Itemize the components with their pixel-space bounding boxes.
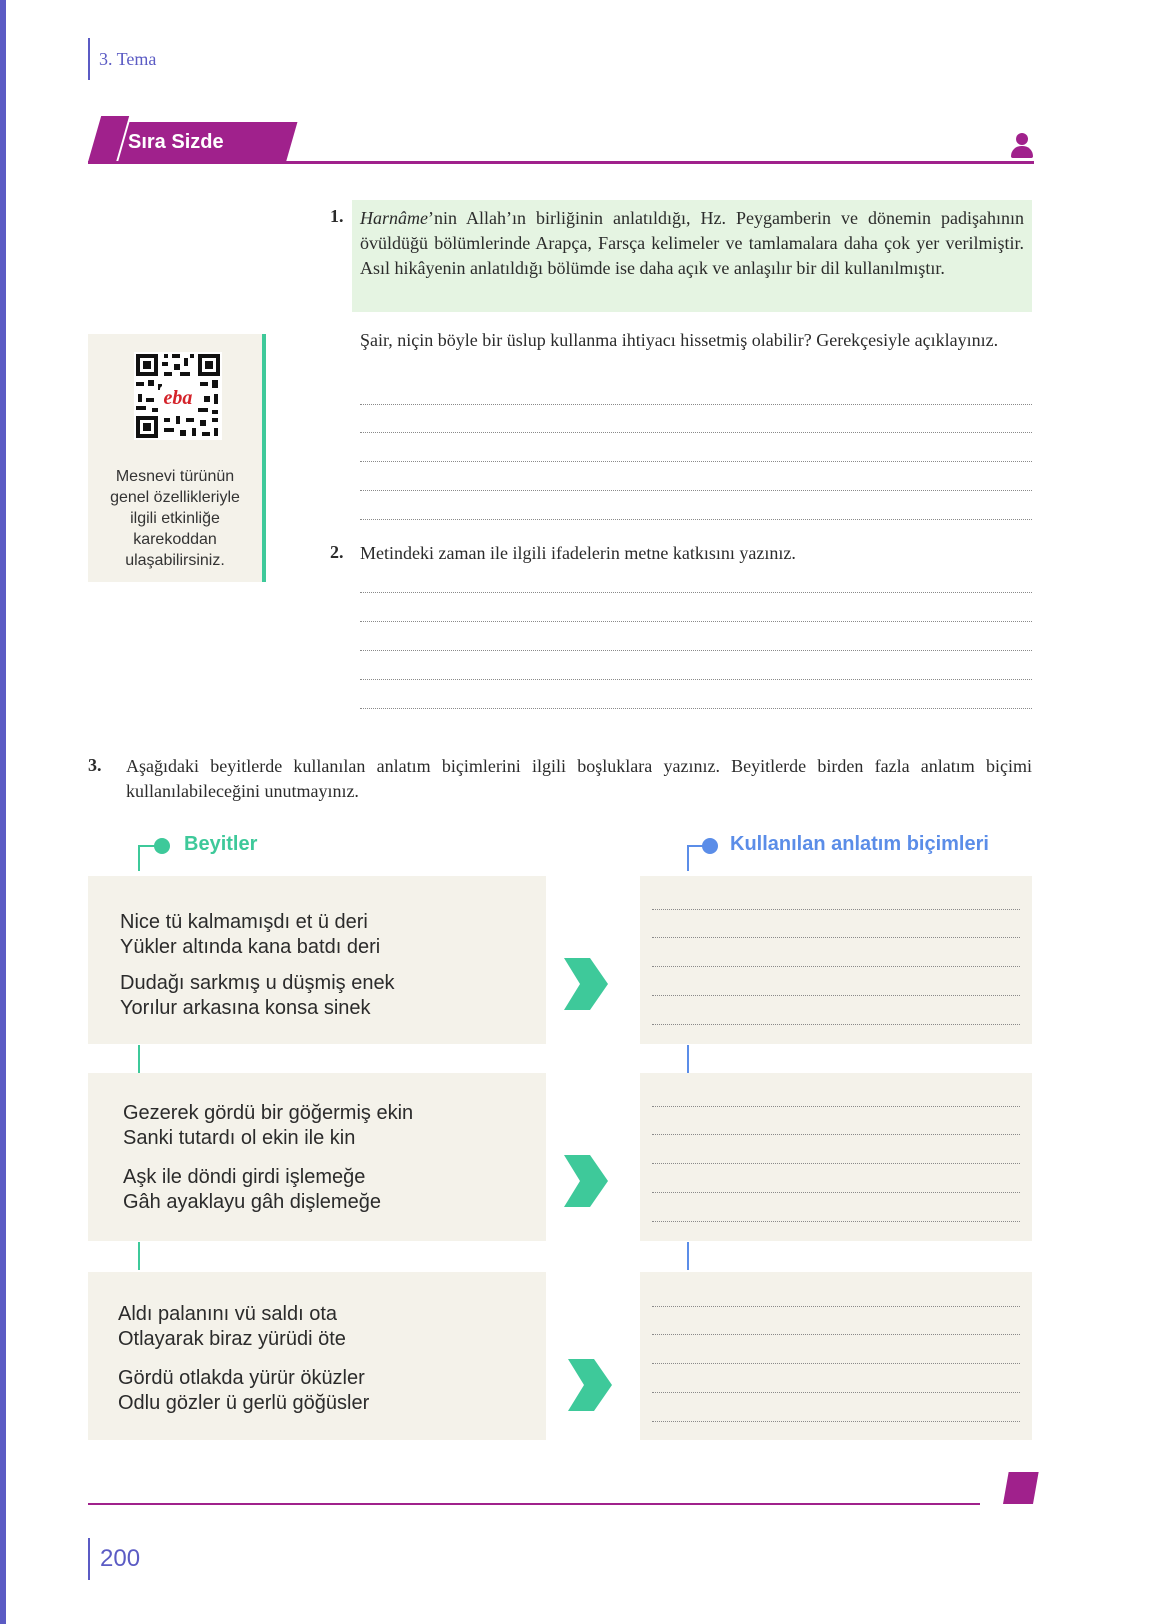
verse-block: [88, 1272, 546, 1440]
section-title: Sıra Sizde: [128, 131, 224, 153]
page-number-rule: [88, 1538, 90, 1580]
verse-line: Odlu gözler ü gerlü göğüsler: [118, 1392, 370, 1414]
banner-line: [88, 161, 1034, 164]
chevron-right-icon: [568, 1359, 612, 1411]
answer-line[interactable]: [652, 1306, 1020, 1307]
answer-line[interactable]: [360, 461, 1032, 462]
qr-box: [88, 334, 266, 582]
answers-dot-icon: [702, 838, 718, 854]
answer-line[interactable]: [652, 1392, 1020, 1393]
question-number: 3.: [88, 755, 102, 775]
question-number: 2.: [330, 542, 344, 562]
question-3-prompt: Aşağıdaki beyitlerde kullanılan anlatım biçimlerini ilgili boşluklara yazınız. Beyitlerde birden fazla anlatım biçimi kullanılabileceğini unutmayınız.: [126, 756, 1032, 801]
qr-code-icon[interactable]: [134, 352, 222, 440]
answer-line[interactable]: [652, 1106, 1020, 1107]
verse-block: [88, 1073, 546, 1241]
answer-line[interactable]: [360, 708, 1032, 709]
question-2-prompt: Metindeki zaman ile ilgili ifadelerin metne katkısını yazınız.: [360, 543, 796, 563]
answer-line[interactable]: [360, 621, 1032, 622]
answer-line[interactable]: [652, 909, 1020, 910]
answer-line[interactable]: [360, 650, 1032, 651]
answer-line[interactable]: [360, 592, 1032, 593]
answer-line[interactable]: [360, 519, 1032, 520]
chevron-right-icon: [564, 958, 608, 1010]
answer-line[interactable]: [360, 404, 1032, 405]
verse-connector: [138, 1242, 140, 1270]
verse-block: [88, 876, 546, 1044]
verse-line: Yükler altında kana batdı deri: [120, 936, 381, 958]
answer-block: [640, 1272, 1032, 1440]
verse-line: Gördü otlakda yürür öküzler: [118, 1367, 365, 1389]
verse-connector: [138, 1045, 140, 1073]
question-1-statement: Harnâme’nin Allah’ın birliğinin anlatıldığı, Hz. Peygamberin ve dönemin padişahının övüldüğü bölümlerinde Arapça, Farsça kelimeler ve tamlamalara daha çok yer verilmiştir. Asıl hikâyenin anlatıldığı bölümde ise daha açık ve anlaşılır bir dil kullanılmıştır.: [360, 208, 1024, 278]
header-rule: [88, 38, 90, 80]
verse-line: Aldı palanını vü saldı ota: [118, 1303, 338, 1325]
theme-label: 3. Tema: [99, 49, 157, 69]
answer-line[interactable]: [652, 1421, 1020, 1422]
page-number: 200: [100, 1545, 141, 1572]
verse-line: Gezerek gördü bir göğermiş ekin: [123, 1102, 414, 1124]
answer-line[interactable]: [652, 937, 1020, 938]
question-1-highlight: [352, 200, 1032, 312]
verses-heading: Beyitler: [184, 833, 258, 855]
answer-connector: [687, 1242, 689, 1270]
verse-line: Yorılur arkasına konsa sinek: [120, 997, 371, 1019]
answer-line[interactable]: [652, 1192, 1020, 1193]
answer-line[interactable]: [360, 432, 1032, 433]
chevron-right-icon: [564, 1155, 608, 1207]
answer-line[interactable]: [652, 966, 1020, 967]
footer-tab: [1003, 1472, 1039, 1504]
answer-line[interactable]: [652, 1134, 1020, 1135]
verse-line: Aşk ile döndi girdi işlemeğe: [123, 1166, 366, 1188]
answer-line[interactable]: [652, 1024, 1020, 1025]
answers-heading: Kullanılan anlatım biçimleri: [730, 833, 989, 855]
verse-line: Dudağı sarkmış u düşmiş enek: [120, 972, 395, 994]
answer-block: [640, 876, 1032, 1044]
answer-line[interactable]: [652, 1334, 1020, 1335]
answer-line[interactable]: [652, 995, 1020, 996]
answer-line[interactable]: [652, 1363, 1020, 1364]
answer-line[interactable]: [652, 1221, 1020, 1222]
answer-line[interactable]: [652, 1163, 1020, 1164]
page-edge-bar: [0, 0, 6, 1624]
answer-line[interactable]: [360, 490, 1032, 491]
answer-block: [640, 1073, 1032, 1241]
answer-connector: [687, 1045, 689, 1073]
footer-line: [88, 1503, 980, 1505]
verse-line: Nice tü kalmamışdı et ü deri: [120, 911, 368, 933]
verses-dot-icon: [154, 838, 170, 854]
verse-line: Sanki tutardı ol ekin ile kin: [123, 1127, 356, 1149]
eba-badge: eba: [163, 387, 193, 409]
question-number: 1.: [330, 206, 344, 226]
question-1-prompt: Şair, niçin böyle bir üslup kullanma ihtiyacı hissetmiş olabilir? Gerekçesiyle açıklayınız.: [360, 330, 999, 350]
person-icon: [1010, 133, 1034, 159]
verse-line: Gâh ayaklayu gâh dişlemeğe: [123, 1191, 381, 1213]
verse-line: Otlayarak biraz yürüdi öte: [118, 1328, 346, 1350]
qr-caption: Mesnevi türünün genel özellikleriyle ilgili etkinliğe karekoddan ulaşabilirsiniz.: [110, 468, 240, 569]
answer-line[interactable]: [360, 679, 1032, 680]
